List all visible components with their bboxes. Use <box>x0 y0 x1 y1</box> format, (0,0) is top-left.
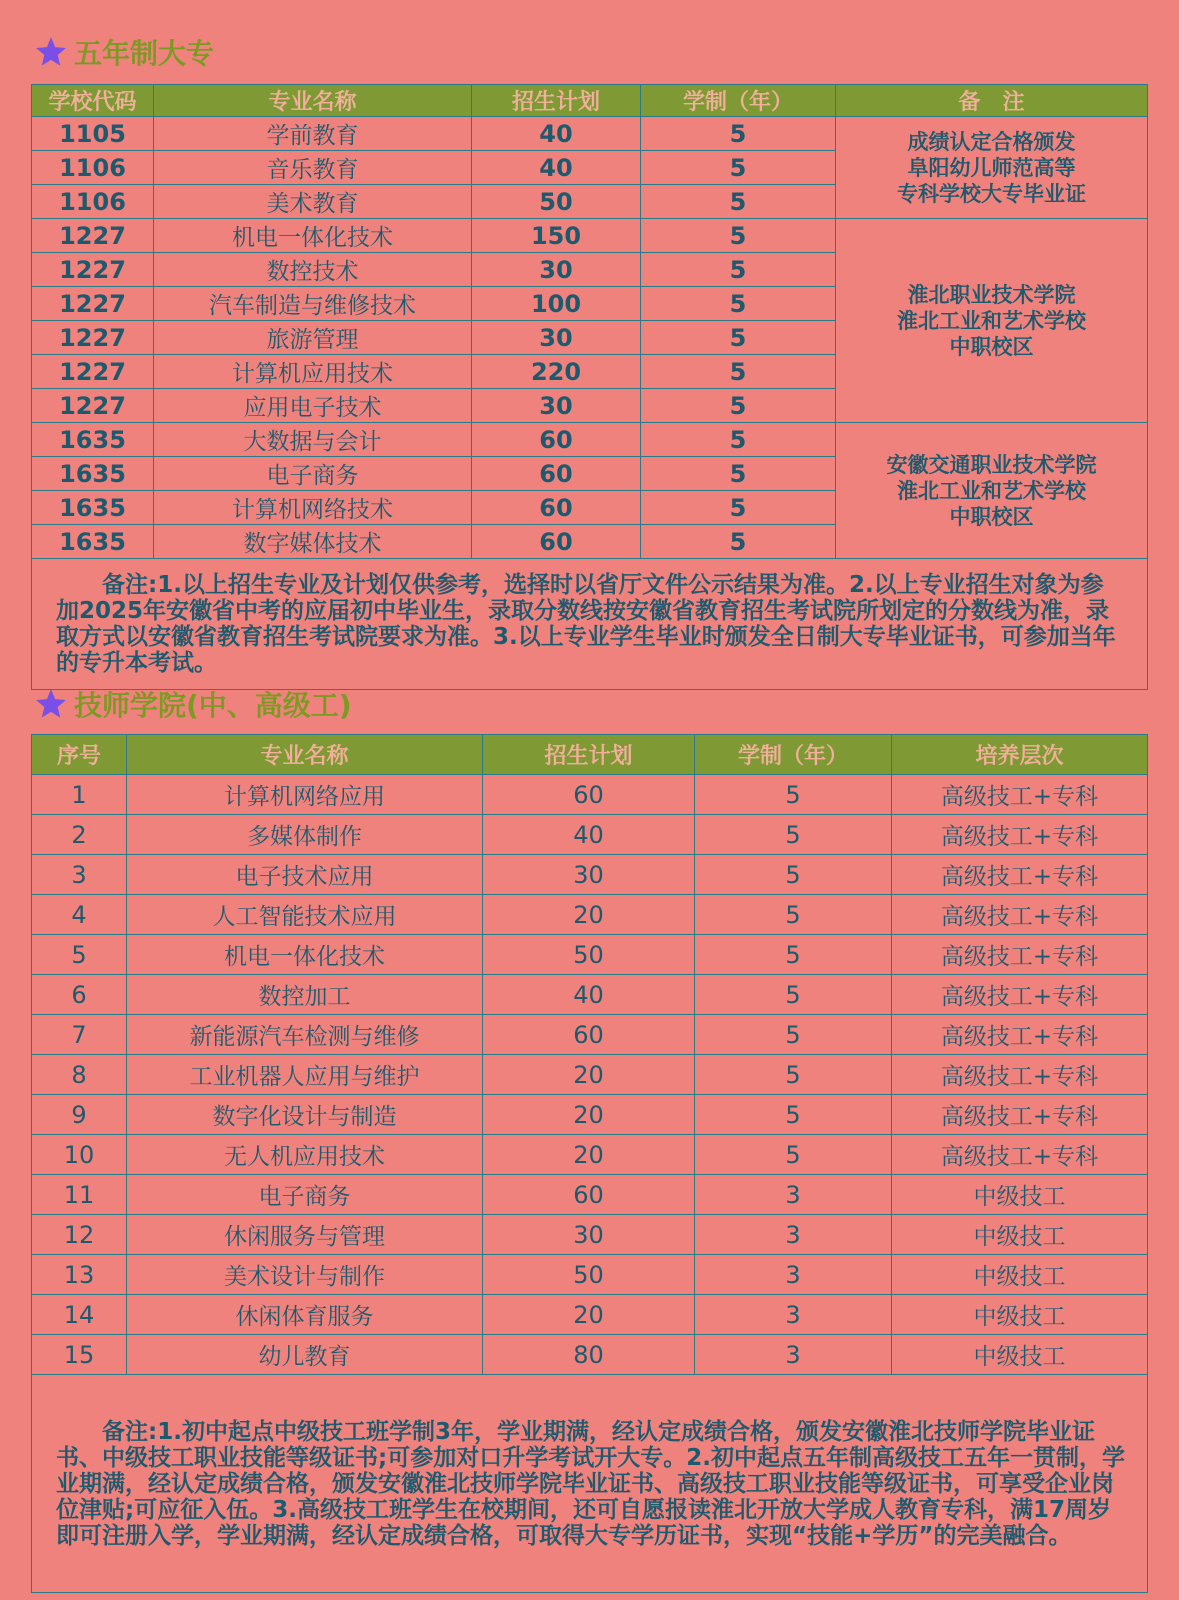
table-row <box>32 1255 1148 1295</box>
school-code: 1106 <box>32 151 154 185</box>
major-name: 机电一体化技术 <box>154 219 472 253</box>
row-number: 11 <box>32 1175 127 1215</box>
major-name: 计算机网络应用 <box>127 775 483 815</box>
duration-years: 5 <box>695 1135 892 1175</box>
row-number: 3 <box>32 855 127 895</box>
table-row <box>32 1095 1148 1135</box>
enroll-plan: 60 <box>472 457 641 491</box>
row-number: 12 <box>32 1215 127 1255</box>
row-number: 7 <box>32 1015 127 1055</box>
major-name: 数字化设计与制造 <box>127 1095 483 1135</box>
table-header-row <box>32 735 1148 775</box>
remark-row <box>32 559 1148 690</box>
duration-years: 3 <box>695 1215 892 1255</box>
training-level: 中级技工 <box>892 1175 1148 1215</box>
major-name: 大数据与会计 <box>154 423 472 457</box>
enroll-plan: 100 <box>472 287 641 321</box>
remark-text: 备注:1.初中起点中级技工班学制3年，学业期满，经认定成绩合格，颁发安徽淮北技师学院毕业证书、中级技工职业技能等级证书;可参加对口升学考试开大专。2.初中起点五年制高级技工五年一贯制，学业期满，经认定成绩合格，颁发安徽淮北技师学院毕业证书、高级技工职业技能等级证书，可享受企业岗位津贴;可应征入伍。3.高级技工班学生在校期间，还可自愿报读淮北开放大学成人教育专科，满17周岁即可注册入学，学业期满，经认定成绩合格，可取得大专学历证书，实现“技能+学历”的完美融合。 <box>56 1418 1125 1549</box>
duration-years: 5 <box>695 935 892 975</box>
table-row <box>32 855 1148 895</box>
duration-years: 5 <box>641 355 836 389</box>
major-name: 无人机应用技术 <box>127 1135 483 1175</box>
col-header: 培养层次 <box>892 735 1148 775</box>
major-name: 电子商务 <box>154 457 472 491</box>
remark-cell <box>32 1375 1148 1593</box>
duration-years: 5 <box>641 185 836 219</box>
major-name: 幼儿教育 <box>127 1335 483 1375</box>
enroll-plan: 20 <box>483 1295 695 1335</box>
training-level: 高级技工+专科 <box>892 1055 1148 1095</box>
enroll-plan: 30 <box>472 321 641 355</box>
enroll-plan: 30 <box>472 389 641 423</box>
enroll-plan: 20 <box>483 895 695 935</box>
major-name: 计算机网络技术 <box>154 491 472 525</box>
major-name: 应用电子技术 <box>154 389 472 423</box>
duration-years: 5 <box>641 151 836 185</box>
table-row <box>32 775 1148 815</box>
section2-title-text: 技师学院(中、高级工) <box>74 689 352 722</box>
note-text: 安徽交通职业技术学院 淮北工业和艺术学校 中职校区 <box>886 452 1097 529</box>
major-name: 休闲体育服务 <box>127 1295 483 1335</box>
school-code: 1635 <box>32 525 154 559</box>
enroll-plan: 20 <box>483 1135 695 1175</box>
school-code: 1227 <box>32 253 154 287</box>
table-row <box>32 1335 1148 1375</box>
enroll-plan: 30 <box>483 1215 695 1255</box>
training-level: 高级技工+专科 <box>892 1015 1148 1055</box>
enroll-plan: 60 <box>472 491 641 525</box>
major-name: 数控技术 <box>154 253 472 287</box>
technician-table <box>31 734 1148 1593</box>
major-name: 人工智能技术应用 <box>127 895 483 935</box>
col-header: 学制（年） <box>695 735 892 775</box>
duration-years: 5 <box>695 1055 892 1095</box>
duration-years: 3 <box>695 1175 892 1215</box>
col-header: 学校代码 <box>32 85 154 117</box>
school-code: 1227 <box>32 355 154 389</box>
major-name: 汽车制造与维修技术 <box>154 287 472 321</box>
row-number: 14 <box>32 1295 127 1335</box>
duration-years: 5 <box>641 457 836 491</box>
row-number: 13 <box>32 1255 127 1295</box>
table-row <box>32 1175 1148 1215</box>
col-header: 专业名称 <box>127 735 483 775</box>
section1-title-text: 五年制大专 <box>74 37 215 70</box>
duration-years: 5 <box>641 389 836 423</box>
section2-title <box>34 684 352 724</box>
duration-years: 5 <box>641 423 836 457</box>
enroll-plan: 40 <box>472 117 641 151</box>
enroll-plan: 40 <box>472 151 641 185</box>
col-header: 学制（年） <box>641 85 836 117</box>
table-header-row <box>32 85 1148 117</box>
row-number: 5 <box>32 935 127 975</box>
note-cell <box>836 117 1148 219</box>
enroll-plan: 60 <box>472 423 641 457</box>
star-icon <box>34 35 68 69</box>
major-name: 新能源汽车检测与维修 <box>127 1015 483 1055</box>
note-text: 成绩认定合格颁发 阜阳幼儿师范高等 专科学校大专毕业证 <box>897 129 1086 206</box>
duration-years: 5 <box>641 287 836 321</box>
training-level: 高级技工+专科 <box>892 935 1148 975</box>
note-text: 淮北职业技术学院 淮北工业和艺术学校 中职校区 <box>897 282 1086 359</box>
major-name: 数字媒体技术 <box>154 525 472 559</box>
row-number: 2 <box>32 815 127 855</box>
enroll-plan: 60 <box>472 525 641 559</box>
duration-years: 3 <box>695 1295 892 1335</box>
table-row <box>32 975 1148 1015</box>
table-row <box>32 1135 1148 1175</box>
row-number: 9 <box>32 1095 127 1135</box>
duration-years: 5 <box>641 491 836 525</box>
enroll-plan: 40 <box>483 975 695 1015</box>
duration-years: 5 <box>695 1095 892 1135</box>
enroll-plan: 50 <box>472 185 641 219</box>
major-name: 美术教育 <box>154 185 472 219</box>
table-row <box>32 1215 1148 1255</box>
major-name: 电子技术应用 <box>127 855 483 895</box>
training-level: 高级技工+专科 <box>892 895 1148 935</box>
major-name: 电子商务 <box>127 1175 483 1215</box>
training-level: 中级技工 <box>892 1335 1148 1375</box>
major-name: 计算机应用技术 <box>154 355 472 389</box>
training-level: 高级技工+专科 <box>892 815 1148 855</box>
row-number: 1 <box>32 775 127 815</box>
major-name: 学前教育 <box>154 117 472 151</box>
table-row <box>32 423 1148 457</box>
major-name: 休闲服务与管理 <box>127 1215 483 1255</box>
duration-years: 5 <box>695 895 892 935</box>
table-row <box>32 1055 1148 1095</box>
table-row <box>32 895 1148 935</box>
enroll-plan: 30 <box>483 855 695 895</box>
table-row <box>32 935 1148 975</box>
table-row <box>32 117 1148 151</box>
col-header: 招生计划 <box>472 85 641 117</box>
table-row <box>32 815 1148 855</box>
remark-text: 备注:1.以上招生专业及计划仅供参考，选择时以省厅文件公示结果为准。2.以上专业招生对象为参加2025年安徽省中考的应届初中毕业生，录取分数线按安徽省教育招生考试院所划定的分数线为准，录取方式以安徽省教育招生考试院要求为准。3.以上专业学生毕业时颁发全日制大专毕业证书，可参加当年的专升本考试。 <box>56 572 1116 676</box>
duration-years: 5 <box>695 775 892 815</box>
enroll-plan: 50 <box>483 935 695 975</box>
school-code: 1105 <box>32 117 154 151</box>
remark-row <box>32 1375 1148 1593</box>
section1-title <box>34 32 214 72</box>
enroll-plan: 50 <box>483 1255 695 1295</box>
remark-cell <box>32 559 1148 690</box>
major-name: 工业机器人应用与维护 <box>127 1055 483 1095</box>
enroll-plan: 60 <box>483 775 695 815</box>
row-number: 4 <box>32 895 127 935</box>
note-cell <box>836 219 1148 423</box>
school-code: 1635 <box>32 423 154 457</box>
duration-years: 5 <box>695 1015 892 1055</box>
table-row <box>32 1015 1148 1055</box>
school-code: 1227 <box>32 389 154 423</box>
major-name: 机电一体化技术 <box>127 935 483 975</box>
enroll-plan: 60 <box>483 1175 695 1215</box>
school-code: 1635 <box>32 491 154 525</box>
duration-years: 5 <box>641 253 836 287</box>
school-code: 1227 <box>32 219 154 253</box>
major-name: 美术设计与制作 <box>127 1255 483 1295</box>
training-level: 高级技工+专科 <box>892 1135 1148 1175</box>
duration-years: 5 <box>641 117 836 151</box>
row-number: 15 <box>32 1335 127 1375</box>
enroll-plan: 150 <box>472 219 641 253</box>
school-code: 1227 <box>32 287 154 321</box>
duration-years: 5 <box>695 855 892 895</box>
training-level: 中级技工 <box>892 1215 1148 1255</box>
enroll-plan: 20 <box>483 1055 695 1095</box>
row-number: 8 <box>32 1055 127 1095</box>
school-code: 1227 <box>32 321 154 355</box>
duration-years: 3 <box>695 1255 892 1295</box>
five-year-table <box>31 84 1148 690</box>
duration-years: 5 <box>641 321 836 355</box>
enroll-plan: 80 <box>483 1335 695 1375</box>
table-row <box>32 1295 1148 1335</box>
major-name: 数控加工 <box>127 975 483 1015</box>
duration-years: 5 <box>641 219 836 253</box>
training-level: 高级技工+专科 <box>892 775 1148 815</box>
col-header: 专业名称 <box>154 85 472 117</box>
col-header: 序号 <box>32 735 127 775</box>
training-level: 中级技工 <box>892 1255 1148 1295</box>
table-row <box>32 219 1148 253</box>
row-number: 6 <box>32 975 127 1015</box>
note-cell <box>836 423 1148 559</box>
school-code: 1635 <box>32 457 154 491</box>
col-header: 招生计划 <box>483 735 695 775</box>
enroll-plan: 30 <box>472 253 641 287</box>
school-code: 1106 <box>32 185 154 219</box>
training-level: 高级技工+专科 <box>892 1095 1148 1135</box>
training-level: 高级技工+专科 <box>892 975 1148 1015</box>
duration-years: 5 <box>695 815 892 855</box>
enroll-plan: 60 <box>483 1015 695 1055</box>
duration-years: 3 <box>695 1335 892 1375</box>
major-name: 音乐教育 <box>154 151 472 185</box>
training-level: 中级技工 <box>892 1295 1148 1335</box>
training-level: 高级技工+专科 <box>892 855 1148 895</box>
major-name: 旅游管理 <box>154 321 472 355</box>
star-icon <box>34 687 68 721</box>
enroll-plan: 220 <box>472 355 641 389</box>
enroll-plan: 40 <box>483 815 695 855</box>
row-number: 10 <box>32 1135 127 1175</box>
major-name: 多媒体制作 <box>127 815 483 855</box>
duration-years: 5 <box>695 975 892 1015</box>
duration-years: 5 <box>641 525 836 559</box>
enroll-plan: 20 <box>483 1095 695 1135</box>
col-header: 备 注 <box>836 85 1148 117</box>
